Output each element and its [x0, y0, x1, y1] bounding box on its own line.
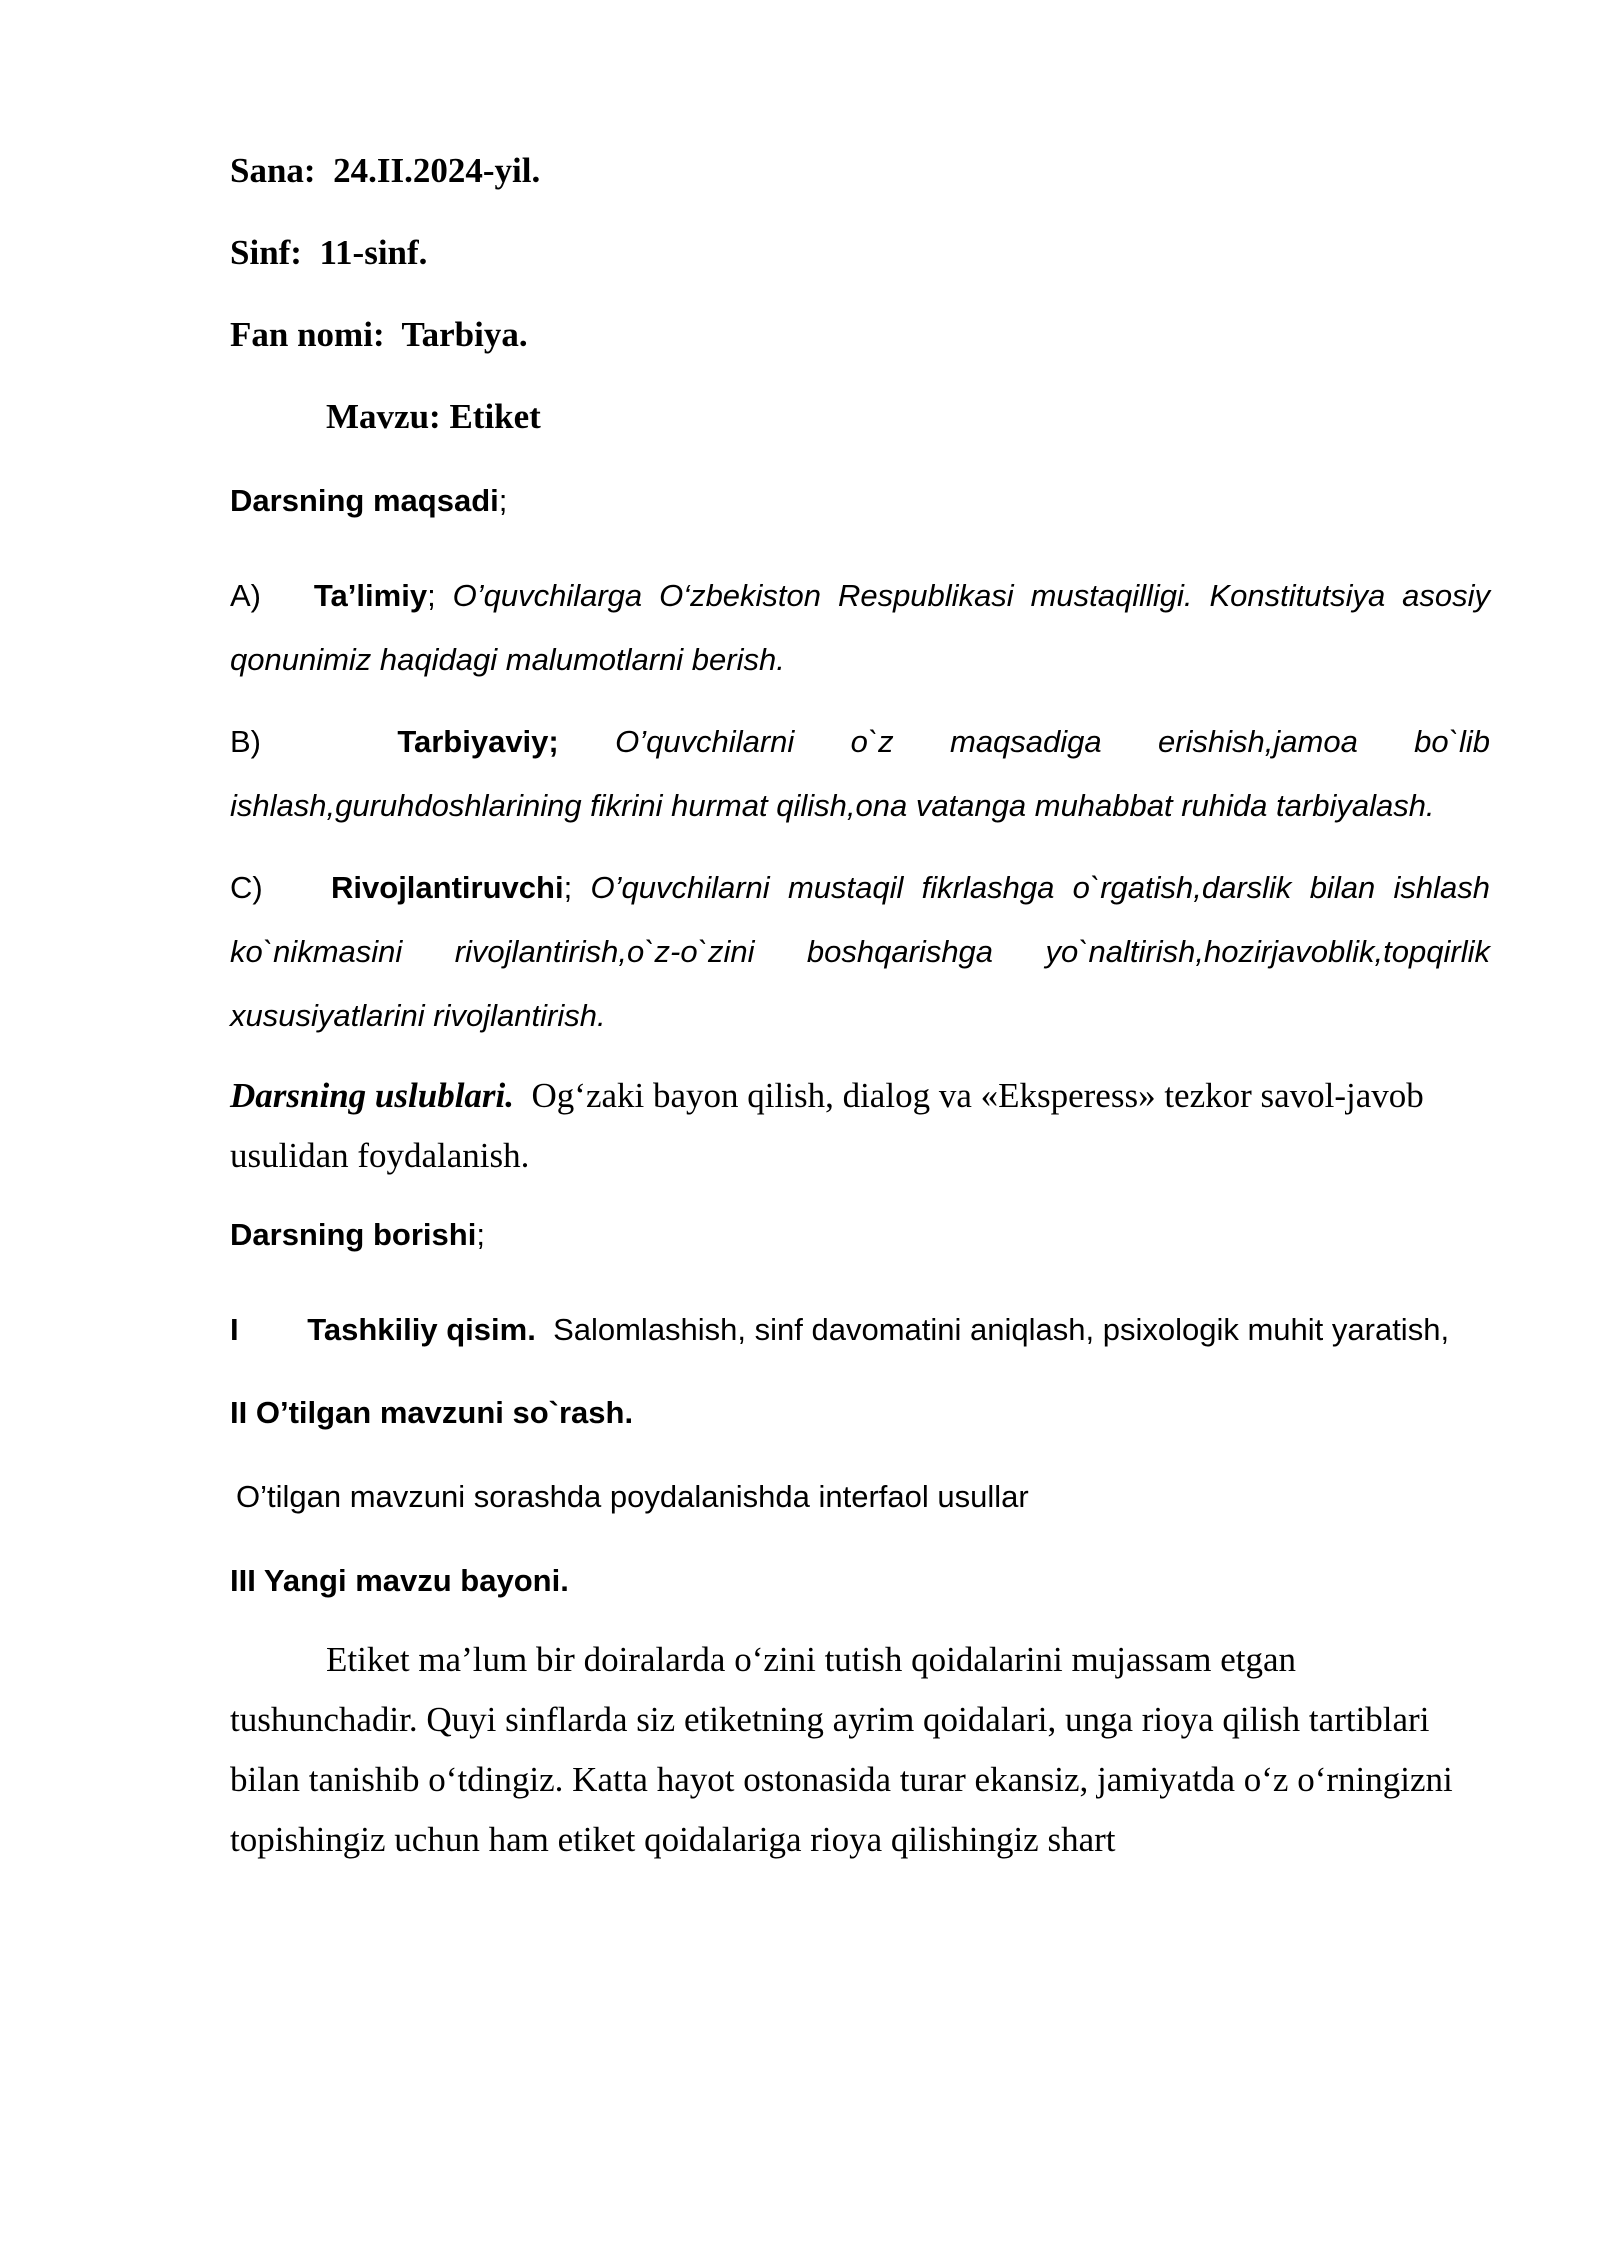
goal-a — [230, 564, 1490, 692]
goal-c-punct: ; — [563, 870, 573, 905]
step-1-text: Salomlashish, sinf davomatini aniqlash, psixologik muhit yaratish, — [553, 1312, 1450, 1347]
goal-c-name: Rivojlantiruvchi — [331, 870, 564, 905]
process-title — [230, 1214, 1490, 1256]
methods-label: Darsning uslublari. — [230, 1076, 515, 1115]
subject-line — [230, 314, 1490, 356]
goal-a-punct: ; — [427, 578, 436, 613]
topic-line — [230, 396, 1490, 438]
document-page — [230, 150, 1490, 1870]
body-paragraph: Etiket ma’lum bir doiralarda o‘zini tutish qoidalarini mujassam etgan tushunchadir. Quyi sinflarda siz etiketning ayrim qoidalari, unga rioya qilish tartiblari bilan tanishib o‘tdingiz. Katta hayot ostonasida turar ekansiz, jamiyatda o‘z o‘rningizni topishingiz uchun ham etiket qoidalariga rioya qilishingiz shart — [230, 1640, 1453, 1859]
goal-a-letter: A) — [230, 578, 261, 613]
subject-value: Tarbiya. — [401, 315, 528, 354]
topic-label: Mavzu: — [326, 397, 441, 436]
class-value: 11-sinf. — [319, 233, 428, 272]
date-value: 24.II.2024-yil. — [333, 151, 541, 190]
class-line — [230, 232, 1490, 274]
process-title-text: Darsning borishi — [230, 1217, 477, 1252]
step-1-name: Tashkiliy qisim. — [307, 1312, 536, 1347]
goals-title-punct: ; — [498, 483, 508, 518]
goals-title — [230, 480, 1490, 522]
topic-value: Etiket — [449, 397, 541, 436]
goal-c — [230, 856, 1490, 1048]
goal-b-text: O’quvchilarni o`z maqsadiga erishish,jamoa bo`lib ishlash,guruhdoshlarining fikrini hurmat qilish,ona vatanga muhabbat ruhida tarbiyalash. — [230, 724, 1490, 823]
date-label: Sana: — [230, 151, 316, 190]
step-2-text: O’tilgan mavzuni sorashda poydalanishda interfaol usullar — [236, 1479, 1029, 1514]
subject-label: Fan nomi: — [230, 315, 385, 354]
step-1-num: I — [230, 1312, 239, 1347]
goal-b-letter: B) — [230, 724, 261, 759]
step-3-heading: III Yangi mavzu bayoni. — [230, 1563, 569, 1598]
goal-b-name: Tarbiyaviy; — [397, 724, 559, 759]
step-2-heading: II O’tilgan mavzuni so`rash. — [230, 1395, 634, 1430]
process-title-punct: ; — [476, 1217, 485, 1252]
goal-a-name: Ta’limiy — [313, 578, 428, 613]
goal-a-text: O’quvchilarga O‘zbekiston Respublikasi mustaqilligi. Konstitutsiya asosiy qonunimiz haqidagi malumotlarni berish. — [230, 578, 1490, 677]
goal-c-text: O’quvchilarni mustaqil fikrlashga o`rgatish,darslik bilan ishlash ko`nikmasini rivojlantirish,o`z-o`zini boshqarishga yo`naltirish,hozirjavoblik,topqirlik xususiyatlarini rivojlantirish. — [230, 870, 1490, 1033]
goal-c-letter: C) — [230, 870, 263, 905]
class-label: Sinf: — [230, 233, 302, 272]
methods-paragraph — [230, 1066, 1490, 1186]
goals-title-text: Darsning maqsadi — [230, 483, 499, 518]
goal-b — [230, 710, 1490, 838]
methods-text: Og‘zaki bayon qilish, dialog va «Eksperess» tezkor savol-javob usulidan foydalanish. — [230, 1076, 1424, 1175]
step-1 — [230, 1298, 1490, 1362]
date-line — [230, 150, 1490, 192]
